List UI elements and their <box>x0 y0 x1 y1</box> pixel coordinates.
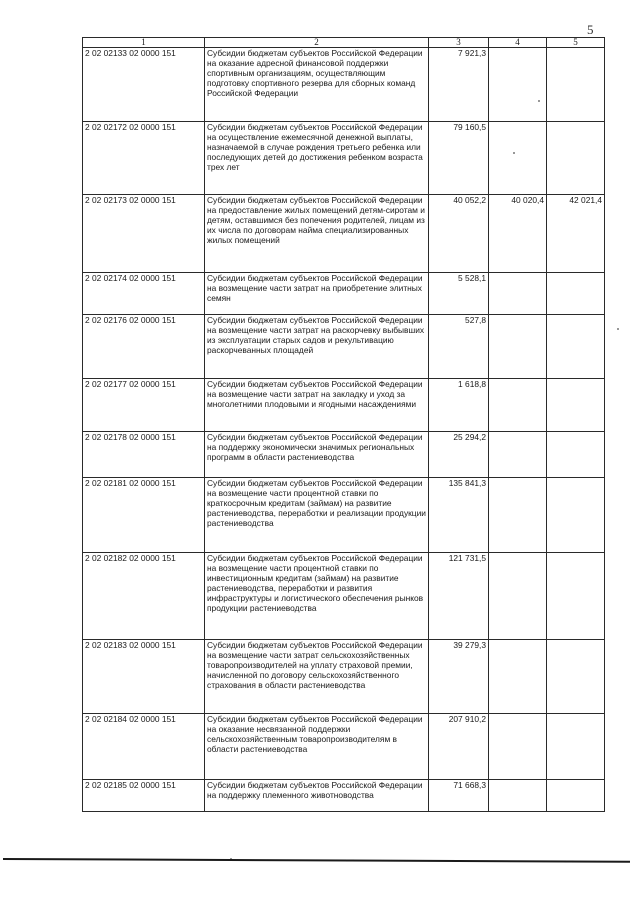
row-value-col3: 40 052,2 <box>429 195 489 273</box>
table-row <box>83 315 605 379</box>
row-value-col5 <box>547 48 605 122</box>
row-name: Субсидии бюджетам субъектов Российской Федерации на оказание адресной финансовой поддержки спортивным организациям, осуществляющим подготовку спортивного резерва для сборных команд Российской Федерации <box>205 48 429 122</box>
row-name: Субсидии бюджетам субъектов Российской Федерации на возмещение части процентной ставки по инвестиционным кредитам (займам) на развитие растениеводства, переработки и развития инфраструктуры и логистического обеспечения рынков продукции растениеводства <box>205 553 429 640</box>
row-code: 2 02 02174 02 0000 151 <box>83 273 205 315</box>
row-value-col3: 207 910,2 <box>429 714 489 780</box>
table-row <box>83 714 605 780</box>
row-value-col3: 25 294,2 <box>429 432 489 478</box>
table-row <box>83 379 605 432</box>
row-value-col5 <box>547 379 605 432</box>
row-value-col5 <box>547 122 605 195</box>
row-name: Субсидии бюджетам субъектов Российской Федерации на поддержку экономически значимых региональных программ в области растениеводства <box>205 432 429 478</box>
row-value-col5 <box>547 273 605 315</box>
row-value-col4 <box>489 714 547 780</box>
row-value-col5 <box>547 553 605 640</box>
row-code: 2 02 02181 02 0000 151 <box>83 478 205 553</box>
page-number: 5 <box>587 22 594 37</box>
row-value-col4 <box>489 553 547 640</box>
table-row <box>83 122 605 195</box>
row-value-col4 <box>489 315 547 379</box>
row-value-col3: 121 731,5 <box>429 553 489 640</box>
header-col-3: 3 <box>429 38 489 48</box>
header-col-1: 1 <box>83 38 205 48</box>
row-value-col4 <box>489 432 547 478</box>
table-row <box>83 195 605 273</box>
table-row <box>83 273 605 315</box>
header-col-5: 5 <box>547 38 605 48</box>
footer-rule <box>3 858 630 863</box>
row-value-col4 <box>489 640 547 714</box>
row-value-col3: 79 160,5 <box>429 122 489 195</box>
row-name: Субсидии бюджетам субъектов Российской Федерации на возмещение части процентной ставки по краткосрочным кредитам (займам) на развитие растениеводства, переработки и реализации продукции растениеводства <box>205 478 429 553</box>
row-name: Субсидии бюджетам субъектов Российской Федерации на возмещение части затрат сельскохозяйственных товаропроизводителей на уплату страховой премии, начисленной по договору сельскохозяйственного страхования в области растениеводства <box>205 640 429 714</box>
row-code: 2 02 02183 02 0000 151 <box>83 640 205 714</box>
row-value-col4 <box>489 273 547 315</box>
row-value-col3: 527,8 <box>429 315 489 379</box>
row-value-col4 <box>489 478 547 553</box>
row-value-col3: 135 841,3 <box>429 478 489 553</box>
row-value-col5 <box>547 640 605 714</box>
row-value-col5 <box>547 432 605 478</box>
table-row <box>83 640 605 714</box>
scan-speck <box>617 328 619 330</box>
row-value-col4 <box>489 379 547 432</box>
row-value-col3: 7 921,3 <box>429 48 489 122</box>
row-code: 2 02 02172 02 0000 151 <box>83 122 205 195</box>
table-row <box>83 478 605 553</box>
row-code: 2 02 02133 02 0000 151 <box>83 48 205 122</box>
row-value-col4 <box>489 780 547 812</box>
scan-speck <box>513 152 515 154</box>
row-value-col5 <box>547 780 605 812</box>
header-row <box>83 38 605 48</box>
row-value-col4 <box>489 48 547 122</box>
row-code: 2 02 02185 02 0000 151 <box>83 780 205 812</box>
table-row <box>83 553 605 640</box>
row-code: 2 02 02177 02 0000 151 <box>83 379 205 432</box>
row-value-col5 <box>547 714 605 780</box>
row-code: 2 02 02178 02 0000 151 <box>83 432 205 478</box>
row-name: Субсидии бюджетам субъектов Российской Федерации на возмещение части затрат на приобретение элитных семян <box>205 273 429 315</box>
row-code: 2 02 02176 02 0000 151 <box>83 315 205 379</box>
row-name: Субсидии бюджетам субъектов Российской Федерации на возмещение части затрат на раскорчевку выбывших из эксплуатации старых садов и рекультивацию раскорчеванных площадей <box>205 315 429 379</box>
row-name: Субсидии бюджетам субъектов Российской Федерации на осуществление ежемесячной денежной выплаты, назначаемой в случае рождения третьего ребенка или последующих детей до достижения ребенком возраста трех лет <box>205 122 429 195</box>
row-code: 2 02 02173 02 0000 151 <box>83 195 205 273</box>
header-col-2: 2 <box>205 38 429 48</box>
row-name: Субсидии бюджетам субъектов Российской Федерации на возмещение части затрат на закладку и уход за многолетними плодовыми и ягодными насаждениями <box>205 379 429 432</box>
row-code: 2 02 02182 02 0000 151 <box>83 553 205 640</box>
row-value-col4: 40 020,4 <box>489 195 547 273</box>
row-value-col3: 5 528,1 <box>429 273 489 315</box>
scan-speck <box>538 100 540 102</box>
table-row <box>83 432 605 478</box>
table-row <box>83 48 605 122</box>
row-value-col5 <box>547 315 605 379</box>
row-value-col3: 71 668,3 <box>429 780 489 812</box>
row-name: Субсидии бюджетам субъектов Российской Федерации на предоставление жилых помещений детям-сиротам и детям, оставшимся без попечения родителей, лицам из их числа по договорам найма специализированных жилых помещений <box>205 195 429 273</box>
row-value-col3: 1 618,8 <box>429 379 489 432</box>
row-value-col4 <box>489 122 547 195</box>
header-col-4: 4 <box>489 38 547 48</box>
row-name: Субсидии бюджетам субъектов Российской Федерации на поддержку племенного животноводства <box>205 780 429 812</box>
row-value-col5: 42 021,4 <box>547 195 605 273</box>
row-name: Субсидии бюджетам субъектов Российской Федерации на оказание несвязанной поддержки сельскохозяйственным товаропроизводителям в области растениеводства <box>205 714 429 780</box>
row-value-col3: 39 279,3 <box>429 640 489 714</box>
table-row <box>83 780 605 812</box>
budget-table <box>82 37 605 812</box>
row-code: 2 02 02184 02 0000 151 <box>83 714 205 780</box>
row-value-col5 <box>547 478 605 553</box>
